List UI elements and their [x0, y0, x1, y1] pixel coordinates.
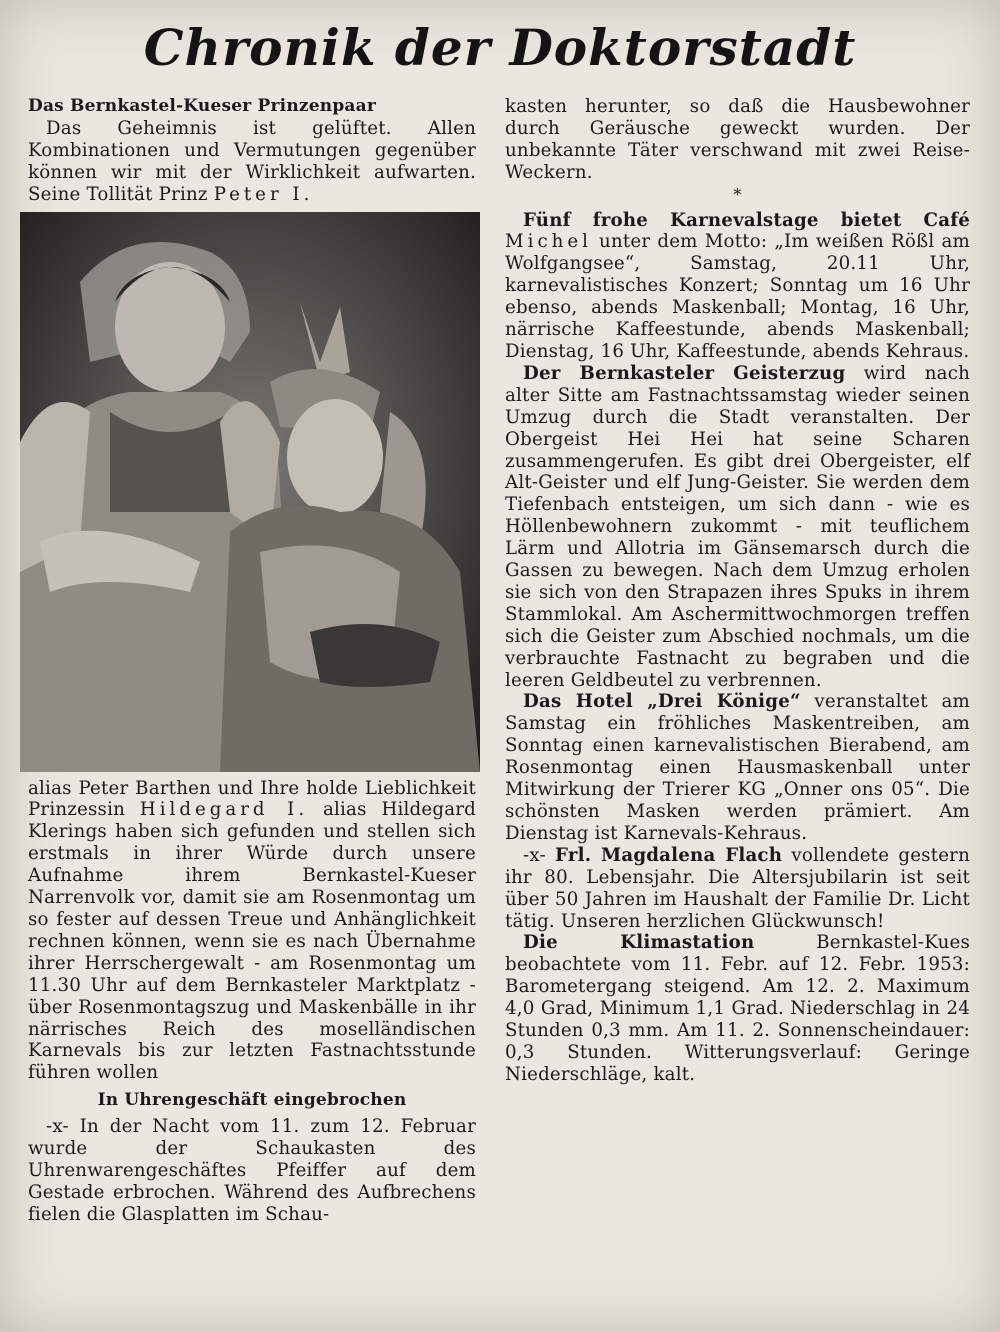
geisterzug-lead: Der Bernkasteler Geisterzug [523, 362, 846, 384]
cont-text-2: alias Hildegard Klerings haben sich gefunden und stellen sich erstmals in ihrer Würde durch unsere Aufnahme ihrem Bernkastel-Kueser Narrenvolk vor, damit sie am Rosenmontag um so fester auf dessen Treue und Anhänglichkeit rechnen können, wenn sie es nach Übernahme ihrer Herrschergewalt - am Rosenmontag um 11.30 Uhr auf dem Bernkasteler Marktplatz - über Rosenmontagszug und Maskenbälle in ihr närrisches Reich des moselländischen Karnevals bis zur letzten Fastnachtsstunde führen wollen [28, 799, 476, 1084]
article-uhrengeschaeft-continuation: kasten herunter, so daß die Hausbewohner durch Geräusche geweckt wurden. Der unbekannte Täter verschwand mit zwei Reise-Weckern. [505, 96, 970, 183]
flach-body: vollendete gestern ihr 80. Lebensjahr. Die Altersjubilarin ist seit über 50 Jahren im Haushalt der Familie Dr. Licht tätig. Unseren herzlichen Glückwunsch! [505, 844, 970, 932]
headline-prinzenpaar: Das Bernkastel-Kueser Prinzenpaar [28, 96, 376, 116]
article-geisterzug [505, 363, 970, 692]
cafe-lead: Fünf frohe Karnevalstage bietet Café [523, 209, 970, 231]
hotel-lead: Das Hotel „Drei Könige“ [523, 691, 801, 713]
hotel-body: veranstaltet am Samstag ein fröhliches Maskentreiben, am Sonntag einen karnevalistischen Bierabend, am Rosenmontag einen Hausmaskenball unter Mitwirkung der Trierer KG „Onner ons 05“. Die schönsten Masken werden prämiert. Am Dienstag ist Karnevals-Kehraus. [505, 691, 971, 844]
article-prinzenpaar-lead [28, 118, 476, 206]
masthead-title: Chronik der Doktorstadt [143, 18, 857, 77]
flach-prefix: -x- [523, 844, 546, 866]
klima-body: Bernkastel-Kues beobachtete vom 11. Febr. auf 12. Febr. 1953: Barometergang steigend. Am 12. 2. Maximum 4,0 Grad, Minimum 1,1 Grad. Niederschlag in 24 Stunden 0,3 mm. Am 11. 2. Sonnenscheindauer: 0,3 Stunden. Witterungsverlauf: Geringe Niederschläge, kalt. [505, 932, 971, 1085]
headline-uhrengeschaeft: In Uhrengeschäft eingebrochen [97, 1090, 407, 1111]
left-column [28, 96, 476, 1226]
cont-text-1: alias Peter Barthen und Ihre holde Lieblichkeit Prinzessin [28, 777, 476, 821]
cafe-body: unter dem Motto: „Im weißen Rößl am Wolfgangsee“, Samstag, 20.11 Uhr, karnevalistisches Konzert; Sonntag um 16 Uhr ebenso, abends Maskenball; Montag, 16 Uhr, närrische Kaffeestunde, abends Maskenball; Dienstag, 16 Uhr, Kaffeestunde, abends Kehraus. [505, 231, 971, 362]
klima-lead: Die Klimastation [523, 932, 755, 954]
section-separator: * [733, 184, 742, 204]
lead-text: Das Geheimnis ist gelüftet. Allen Kombinationen und Vermutungen gegenüber können wir mit der Wirklichkeit aufwarten. Seine Tollität Prinz [28, 117, 476, 205]
article-klima [505, 932, 970, 1085]
geisterzug-body: wird nach alter Sitte am Fastnachtssamstag wieder seinen Umzug durch die Stadt veranstalten. Der Obergeist Hei Hei hat seine Scharen zusammengerufen. Es gibt drei Obergeister, elf Alt-Geister und elf Jung-Geister. Sie werden dem Tiefenbach entsteigen, um sich dann - wie es Höllenbewohnern zukommt - mit teuflichem Lärm und Allotria im Gänsemarsch durch die Gassen zu bewegen. Nach dem Umzug erholen sie sich von den Strapazen ihres Spuks in ihrem Stammlokal. Am Aschermittwochmorgen treffen sich die Geister zum Abschied nochmals, um die verbrauchte Fastnacht zu begraben und die leeren Geldbeutel zu verbrennen. [505, 362, 970, 691]
flach-lead: Frl. Magdalena Flach [555, 844, 783, 866]
article-flach [505, 845, 970, 933]
article-cafe [505, 210, 970, 363]
article-hotel [505, 691, 970, 844]
photo-illustration [20, 212, 480, 772]
princess-name: Hildegard I. [139, 799, 309, 821]
prince-name: Peter I. [213, 183, 314, 205]
cafe-name: Michel [505, 231, 592, 253]
prince-couple-photo [20, 212, 480, 772]
article-uhrengeschaeft-body: -x- In der Nacht vom 11. zum 12. Februar wurde der Schaukasten des Uhrenwarengeschäftes Pfeiffer auf dem Gestade erbrochen. Während des Aufbrechens fielen die Glasplatten im Schau- [28, 1116, 476, 1225]
article-prinzenpaar-body [28, 778, 476, 1085]
right-column [505, 96, 970, 1086]
